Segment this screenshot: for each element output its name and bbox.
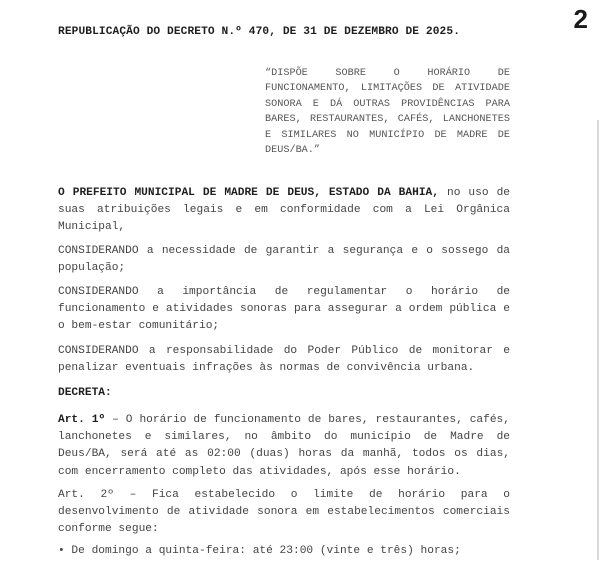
page-edge-divider — [597, 120, 599, 560]
article-2-label: Art. 2º — [58, 489, 114, 501]
article-2-text: – Fica estabelecido o limite de horário para o desenvolvimento de atividade sonora em estabelecimentos comerciais conforme segue: — [58, 489, 510, 536]
article-1 — [58, 412, 510, 481]
considerando-1: CONSIDERANDO a necessidade de garantir a segurança e o sossego da população; — [58, 245, 510, 275]
preamble-authority: O PREFEITO MUNICIPAL DE MADRE DE DEUS, ESTADO DA BAHIA, — [58, 187, 439, 199]
article-2 — [58, 487, 510, 539]
article-1-text: – O horário de funcionamento de bares, restaurantes, cafés, lanchonetes e similares, no âmbito do município de Madre de Deus/BA, será até as 02:00 (duas) horas da manhã, todos os dias, com encerramento completo das atividades, após esse horário. — [58, 414, 510, 478]
considerando-3: CONSIDERANDO a responsabilidade do Poder Público de monitorar e penalizar eventuais infrações às normas de convivência urbana. — [58, 345, 510, 375]
article-1-label: Art. 1º — [58, 414, 106, 426]
document-title: REPUBLICAÇÃO DO DECRETO N.º 470, DE 31 DE DEZEMBRO DE 2025. — [58, 26, 461, 38]
ementa: “DISPÕE SOBRE O HORÁRIO DE FUNCIONAMENTO, LIMITAÇÕES DE ATIVIDADE SONORA E DÁ OUTRAS PROVIDÊNCIAS PARA BARES, RESTAURANTES, CAFÉS, LANCHONETES E SIMILARES NO MUNICÍPIO DE MADRE DE DEUS/BA.” — [265, 68, 510, 157]
considerando-2: CONSIDERANDO a importância de regulamentar o horário de funcionamento e atividades sonoras para assegurar a ordem pública e o bem-estar comunitário; — [58, 286, 510, 333]
bullet-item: • De domingo a quinta-feira: até 23:00 (vinte e três) horas; — [58, 545, 461, 557]
preamble-text: no uso de suas atribuições legais e em conformidade com a Lei Orgânica Municipal, — [58, 187, 511, 234]
decreta-heading: DECRETA: — [58, 387, 112, 399]
preamble — [58, 185, 510, 237]
page-number: 2 — [573, 4, 588, 34]
